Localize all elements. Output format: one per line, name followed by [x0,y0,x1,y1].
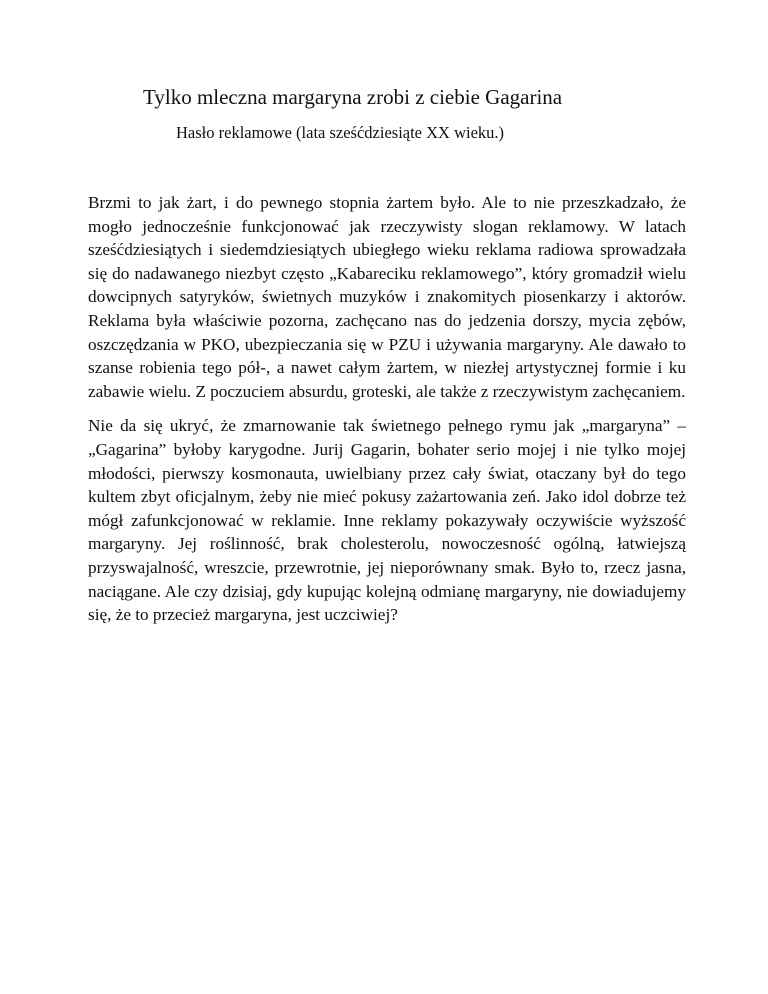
document-subtitle: Hasło reklamowe (lata sześćdziesiąte XX wieku.) [176,123,505,142]
document-body [88,191,686,638]
document-title: Tylko mleczna margaryna zrobi z ciebie Gagarina [143,85,563,109]
paragraph: Brzmi to jak żart, i do pewnego stopnia żartem było. Ale to nie przeszkadzało, że mogło jednocześnie funkcjonować jak rzeczywisty slogan reklamowy. W latach sześćdziesiątych i siedemdziesiątych ubiegłego wieku reklama radiowa sprowadzała się do nadawanego niezbyt często „Kabareciku reklamowego”, który gromadził wielu dowcipnych satyryków, świetnych muzyków i znakomitych piosenkarzy i aktorów. Reklama była właściwie pozorna, zachęcano nas do jedzenia dorszy, mycia zębów, oszczędzania w PKO, ubezpieczania się w PZU i używania margaryny. Ale dawało to szanse robienia tego pół-, a nawet całym żartem, w niezłej artystycznej formie i ku zabawie wielu. Z poczuciem absurdu, groteski, ale także z rzeczywistym zachęcaniem. [88,193,686,401]
paragraph: Nie da się ukryć, że zmarnowanie tak świetnego pełnego rymu jak „margaryna” – „Gagarina” byłoby karygodne. Jurij Gagarin, bohater serio mojej i nie tylko mojej młodości, pierwszy kosmonauta, uwielbiany przez cały świat, otaczany był do tego kultem zbyt oficjalnym, żeby nie mieć pokusy zażartowania zeń. Jako idol dobrze też mógł zafunkcjonować w reklamie. Inne reklamy pokazywały oczywiście wyższość margaryny. Jej roślinność, brak cholesterolu, nowoczesność ogólną, łatwiejszą przyswajalność, wreszcie, przewrotnie, jej nieporównany smak. Było to, rzecz jasna, naciągane. Ale czy dzisiaj, gdy kupując kolejną odmianę margaryny, nie dowiadujemy się, że to przecież margaryna, jest uczciwiej? [88,416,686,625]
